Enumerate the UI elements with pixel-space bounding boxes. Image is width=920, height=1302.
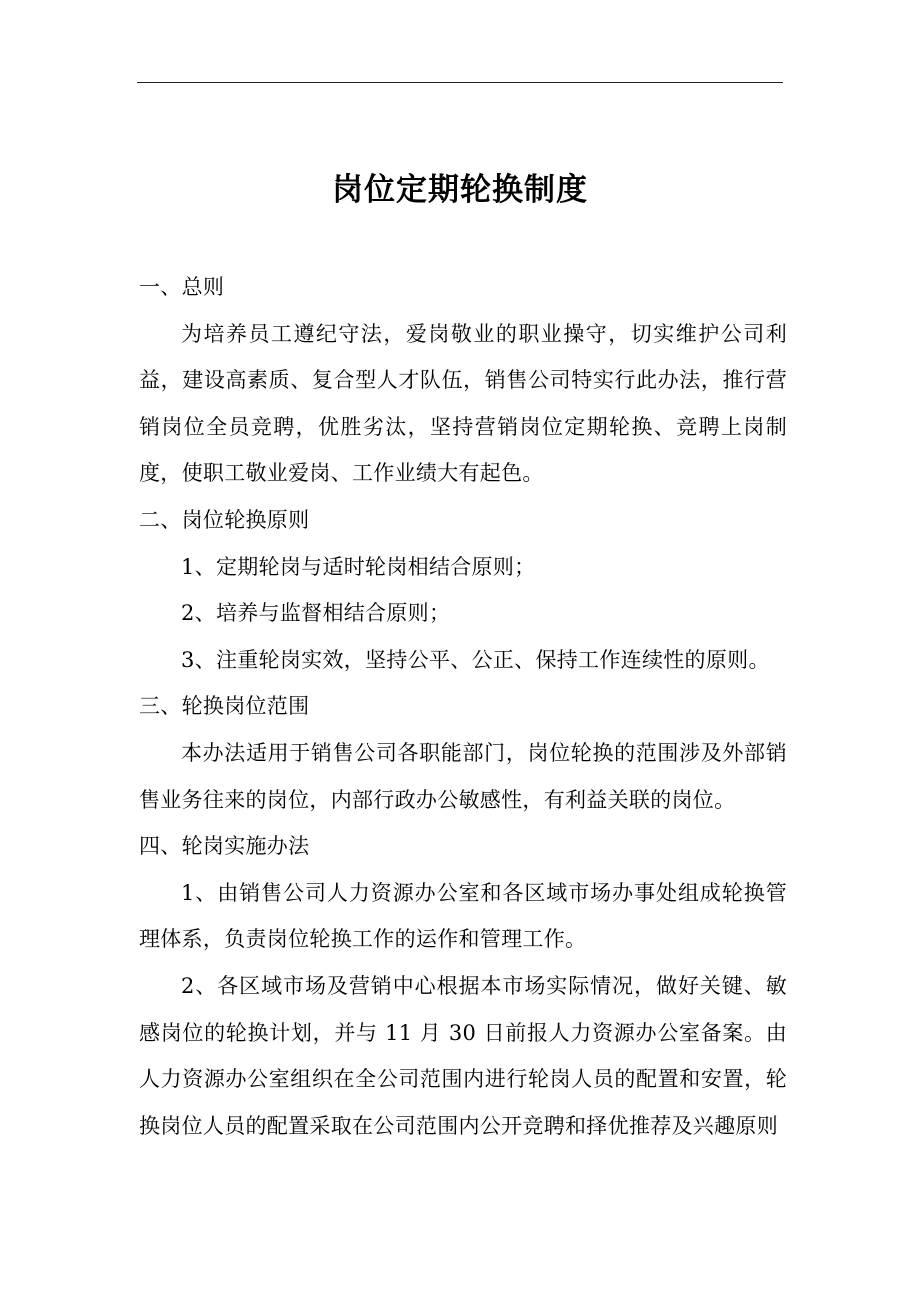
document-title: 岗位定期轮换制度 [332, 172, 588, 208]
implementation-item-2: 2、各区域市场及营销中心根据本市场实际情况，做好关键、敏感岗位的轮换计划，并与 11 月 30 日前报人力资源办公室备案。由人力资源办公室组织在全公司范围内进行轮岗人员的配置和安置，轮换岗位人员的配置采取在公司范围内公开竞聘和择优推荐及兴趣原则 [139, 973, 787, 1138]
implementation-item-1: 1、由销售公司人力资源办公室和各区域市场办事处组成轮换管理体系，负责岗位轮换工作的运作和管理工作。 [139, 880, 787, 952]
paragraph-scope: 本办法适用于销售公司各职能部门，岗位轮换的范围涉及外部销售业务往来的岗位，内部行政办公敏感性，有利益关联的岗位。 [139, 740, 787, 812]
section-heading-general: 一、总则 [139, 275, 225, 299]
principle-item-1: 1、定期轮岗与适时轮岗相结合原则； [181, 554, 536, 579]
principle-item-2: 2、培养与监督相结合原则； [181, 601, 451, 626]
header-rule [137, 82, 783, 83]
principle-item-3: 3、注重轮岗实效，坚持公平、公正、保持工作连续性的原则。 [181, 647, 770, 672]
section-heading-implementation: 四、轮岗实施办法 [139, 834, 310, 859]
section-heading-scope: 三、轮换岗位范围 [139, 694, 310, 719]
section-heading-principles: 二、岗位轮换原则 [139, 507, 310, 532]
paragraph-general: 为培养员工遵纪守法，爱岗敬业的职业操守，切实维护公司利益，建设高素质、复合型人才队伍，销售公司特实行此办法，推行营销岗位全员竞聘，优胜劣汰，坚持营销岗位定期轮换、竞聘上岗制度，使职工敬业爱岗、工作业绩大有起色。 [139, 321, 787, 486]
document-body [139, 264, 787, 1149]
